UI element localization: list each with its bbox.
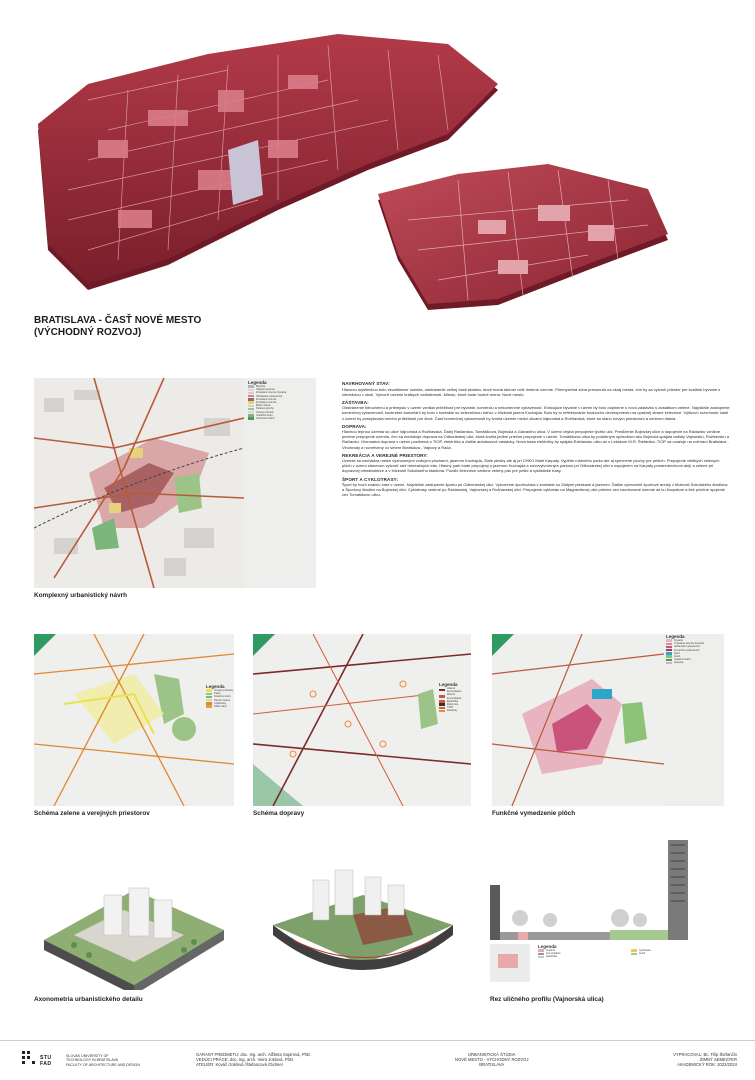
legend-swatch	[666, 649, 672, 651]
legend-swatch	[248, 398, 254, 400]
report-paragraph: Hlavnou myšlienkou bolo zkvalitnenie územia, odstránenie veľkej časti skladov, ktoré tvoria takmer celé riešené územie. Priemyselná zóna presunutá na okraj mesta, čím by sa vytvoril priestor pre kvalitné bývanie s rekreáciou v okolí. Vytvoriť územie krátkych vzdialeností. Miesto, ktoré bude hodné mena: Nové mesto.	[342, 386, 721, 397]
legend-title: Legenda	[439, 682, 458, 687]
master-plan-legend	[248, 380, 314, 420]
legend-swatch	[666, 655, 672, 657]
legend-swatch	[631, 953, 637, 955]
report-heading: ŠPORT A CYKLOTRASY:	[342, 476, 399, 482]
legend-swatch	[206, 705, 212, 707]
legend-label: Objekty bývania	[256, 388, 275, 392]
report-paragraph: Hlavnou tepnou územia sú ulice Vajnorská a Rožňavská. Ďalej Račianska, Tomášikova, Bojnická a Galvaniho ulica. V území chýba prepojenie týchto ulíc. Predĺženie Bojnickej ulice a napojenie na Račianku vznikne priečne prepojenie územia, čím sa zredukuje doprava na Odborárskej ulici, ktorá tvorila jediné priečne prepojenie v území. Tomášikova ulica by podobným spôsobom ako Bojnická spájala radiály Vajnorskú, Rožňavskú a Račianku. Hromadná doprava v území posilnená o TIOP, električku a ďalšie autobusové zastávky. Nová trasa električky by spájala Račiansku ulicu až s Letiskom M.R. Štefánika. TIOP sa uvažuje na rozhraní Bratislava - Vinohrady a rozvetvený vo smere Bratislava - Vajnory a Rača.	[342, 429, 729, 450]
legend-label: Pešie trasy	[214, 705, 227, 709]
legend-label: Bloky zelene	[256, 404, 271, 408]
report-heading: DOPRAVA:	[342, 423, 367, 429]
legend-label: Ochranná zeleň	[256, 417, 275, 421]
legend-swatch	[248, 408, 254, 410]
legend-label: Parky	[214, 692, 221, 696]
report-paragraph: Odstránenie bitrochemu a priemyslu v území vznikla príležitosť pre bývanie, komerciu a nekomerčné vybavenosť. Existujúce bývanie v území by bolo doplnené o novú zástavbu s dostatkom zelene. Najväčšie zastúpenie komerčnej vybavenosti, konkrétne kancelárií by bolo v kontakte so železničnou traťou v blízkosti jazera Kuchajda. Bolo by to reflektovanie budúceho developmentu na opačnej strane železnice. Výškovo rozvrhnuté časti v území by poskytovala mnoho príležitostí pre život. Časť komerčnej vybavenosti by tvorila územie medzi ulicami Vajnorská a Rožňavská, ktoré sa stanú novým priestorom a centrom diania.	[342, 405, 730, 421]
report-heading: NAVRHOVANÝ STAV:	[342, 381, 390, 386]
legend-label: Zmiešané územie	[256, 401, 277, 405]
legend-swatch	[248, 385, 254, 387]
legend-swatch	[666, 639, 672, 641]
page-title-line-2: (VÝCHODNÝ ROZVOJ)	[34, 327, 142, 338]
legend-label: TIOP	[447, 706, 454, 710]
legend-label: doprava	[674, 661, 684, 665]
legend-swatch	[666, 659, 672, 661]
legend-label: izolačná zeleň	[674, 658, 691, 662]
legend-swatch	[206, 699, 212, 701]
legend-label: zeleň	[674, 655, 681, 659]
master-plan-caption: Komplexný urbanistický návrh	[34, 592, 128, 599]
report-text	[342, 378, 730, 628]
green-scheme-map	[34, 634, 234, 806]
study-line-2: NOVÉ MESTO - VÝCHODNÝ ROZVOJ	[455, 1057, 529, 1062]
legend-swatch	[248, 392, 254, 394]
legend-swatch	[206, 693, 212, 695]
page-title	[34, 315, 201, 339]
study-info	[455, 1052, 528, 1067]
legend-title: Legenda	[248, 380, 267, 385]
green-scheme-caption: Schéma zelene a verejných priestorov	[34, 810, 150, 817]
legend-label: Izolačná zeleň	[214, 695, 231, 699]
leaders: VEDÚCI PRÁCE: doc. Ing. arch. Viera Joklová, PhD.	[196, 1057, 295, 1062]
legend-swatch	[248, 401, 254, 403]
legend-label: Občianska vybavenosť	[256, 394, 283, 398]
legend-label: Verejné priestory	[214, 689, 234, 692]
legend-swatch	[439, 707, 445, 709]
report-heading: REKREÁCIA A VEREJNÉ PRIESTORY:	[342, 452, 428, 458]
legend-label: Zberné komunikácie	[447, 693, 462, 700]
study-line-3: BRATISLAVA	[479, 1062, 505, 1067]
legend-title: Legenda	[666, 634, 685, 639]
function-scheme-map	[492, 634, 724, 806]
legend-label: cyklotrasa	[639, 949, 651, 952]
transport-scheme-map	[253, 634, 471, 806]
detail-caption: Axonometria urbanistického detailu	[34, 996, 143, 1003]
author-info	[673, 1052, 737, 1067]
hero-3d-model	[28, 20, 728, 320]
legend-swatch	[666, 643, 672, 645]
legend-swatch	[439, 689, 445, 691]
legend-item	[666, 661, 724, 664]
profile-legend	[538, 944, 718, 959]
legend-label: Plochy zelene	[214, 698, 231, 702]
legend-swatch	[206, 696, 212, 698]
legend-label: Električka	[447, 699, 459, 703]
report-paragraph: Územie sa nachádza medzi významnými vodnými plochami, jazerom Kuchajda, Zlaté piesky ale aj pri CHKO Malé Karpaty. Vyplňte rušeného parku ale aj spevnené plochy pre peších. Prepojenie všetkých zelených plôch v území zámerom vytvoriť sieť rekreačných trás. Hlavný park bude prepojený s jazerom Kuchajda a novovytvoreným parkom pri Odborárskej ulici s napojením na Karpaty prostredníctvom alejí a zelene pri dopravnej infraštruktúre a v blízkosti Sokolského štadióna. Pozdĺž železnice vznikne zelený pás pre pešie a cyklistické trasy.	[342, 458, 720, 474]
legend-title: Legenda	[206, 684, 225, 689]
report-heading: ZÁSTAVBA:	[342, 399, 369, 405]
legend-label: zeleň	[639, 952, 646, 956]
master-plan-map	[34, 378, 316, 588]
atelier: ATELIÉR: Kováč /Joklová /Štefancová /Gidmer	[196, 1062, 283, 1067]
legend-label: šport	[674, 651, 680, 655]
legend-swatch	[439, 695, 445, 697]
legend-label: Zastávky	[447, 709, 458, 713]
legend-label: Cyklotrasy	[214, 701, 227, 705]
author: VYPRACOVAL: Bc. Filip Štefančin	[673, 1052, 737, 1057]
stu-logo-icon	[22, 1051, 36, 1071]
legend-label: električka	[546, 955, 557, 959]
legend-swatch	[666, 662, 672, 664]
legend-item	[439, 709, 469, 712]
profile-caption: Rez uličného profilu (Vajnorská ulica)	[490, 996, 604, 1003]
semester: ZIMNÝ SEMESTER	[699, 1057, 737, 1062]
legend-label: zmiešané územie bývania	[674, 642, 704, 646]
footer-divider	[0, 1040, 755, 1041]
legend-swatch	[206, 702, 212, 704]
legend-label: Bývanie	[256, 385, 266, 388]
legend-label: Zmiešané územie	[256, 397, 277, 401]
function-scheme-caption: Funkčné vymedzenie plôch	[492, 810, 576, 817]
axonometry-detail-1	[34, 850, 234, 990]
legend-swatch	[248, 411, 254, 413]
transport-scheme-caption: Schéma dopravy	[253, 810, 305, 817]
legend-label: Verejný priestor	[256, 410, 275, 414]
function-scheme-legend	[666, 634, 724, 665]
legend-swatch	[248, 417, 254, 419]
transport-scheme-legend	[439, 682, 469, 713]
legend-swatch	[439, 700, 445, 702]
legend-swatch	[248, 414, 254, 416]
school-line-1: SLOVAK UNIVERSITY OF	[66, 1054, 109, 1058]
page-title-line-1: BRATISLAVA - ČASŤ NOVÉ MESTO	[34, 315, 202, 326]
legend-label: občianska vybavenosť	[674, 645, 700, 649]
stu-logo	[22, 1051, 42, 1076]
street-profile	[490, 840, 722, 990]
legend-title: Legenda	[538, 944, 557, 949]
legend-label: Hlavné komunikácie	[447, 687, 462, 694]
guarantor: GARANT PREDMETU: doc. Ing. arch. Alžbeta Sopirová, PhD.	[196, 1052, 312, 1057]
school-line-3: FACULTY OF ARCHITECTURE AND DESIGN	[66, 1062, 140, 1067]
legend-swatch	[439, 703, 445, 705]
green-scheme-legend	[206, 684, 234, 708]
legend-label: Zmiešané územie bývania	[256, 391, 287, 395]
study-line-1: URBANISTICKÁ ŠTÚDIA	[467, 1052, 516, 1057]
school-line-2: TECHNOLOGY IN BRATISLAVA	[66, 1058, 119, 1063]
stu-logo-mark: STU FAD	[40, 1055, 52, 1067]
legend-swatch	[439, 710, 445, 712]
legend-item	[248, 417, 314, 420]
supervisors	[196, 1052, 311, 1067]
legend-label: chodník	[546, 949, 556, 952]
legend-label: Parkové plochy	[256, 407, 274, 411]
legend-item	[206, 705, 234, 708]
legend-swatch	[666, 652, 672, 654]
legend-item	[631, 952, 718, 955]
legend-swatch	[248, 389, 254, 391]
legend-swatch	[248, 395, 254, 397]
axonometry-detail-2	[253, 855, 471, 995]
legend-swatch	[206, 689, 212, 691]
legend-label: komunikácia	[546, 952, 561, 956]
legend-swatch	[248, 405, 254, 407]
legend-label: komerčná vybavenosť	[674, 648, 700, 652]
academic-year: AKADEMICKÝ ROK: 2023/2024	[677, 1062, 737, 1067]
legend-swatch	[666, 646, 672, 648]
legend-swatch	[538, 956, 544, 958]
legend-label: bývanie	[674, 639, 683, 642]
legend-label: Železnica	[447, 703, 459, 707]
legend-label: Izolačná zeleň	[256, 413, 273, 417]
report-paragraph: Šport by tvoril značnú časť v území. Najväčšie zastúpenie športu pri Odborárskej ulici. Vytvorenie športoviska v kontakte so Zlatými pieskami a jazerom. Ďalšie významné športové areály v blízkosti Sokolského štadióna a Športový štadión na Bojnickej ulici. Cyklotrasy vedené po Račianskej, Vajnorskej a Rožňavskej ulici. Prepojenie cyklotrás na Magnezitovej ulici priečne cez navrhované územie až ku Karpatom a tiež priečne spojenie cez Tomášikovu ulicu.	[342, 482, 728, 498]
legend-item	[538, 955, 625, 958]
school-name	[66, 1054, 140, 1067]
